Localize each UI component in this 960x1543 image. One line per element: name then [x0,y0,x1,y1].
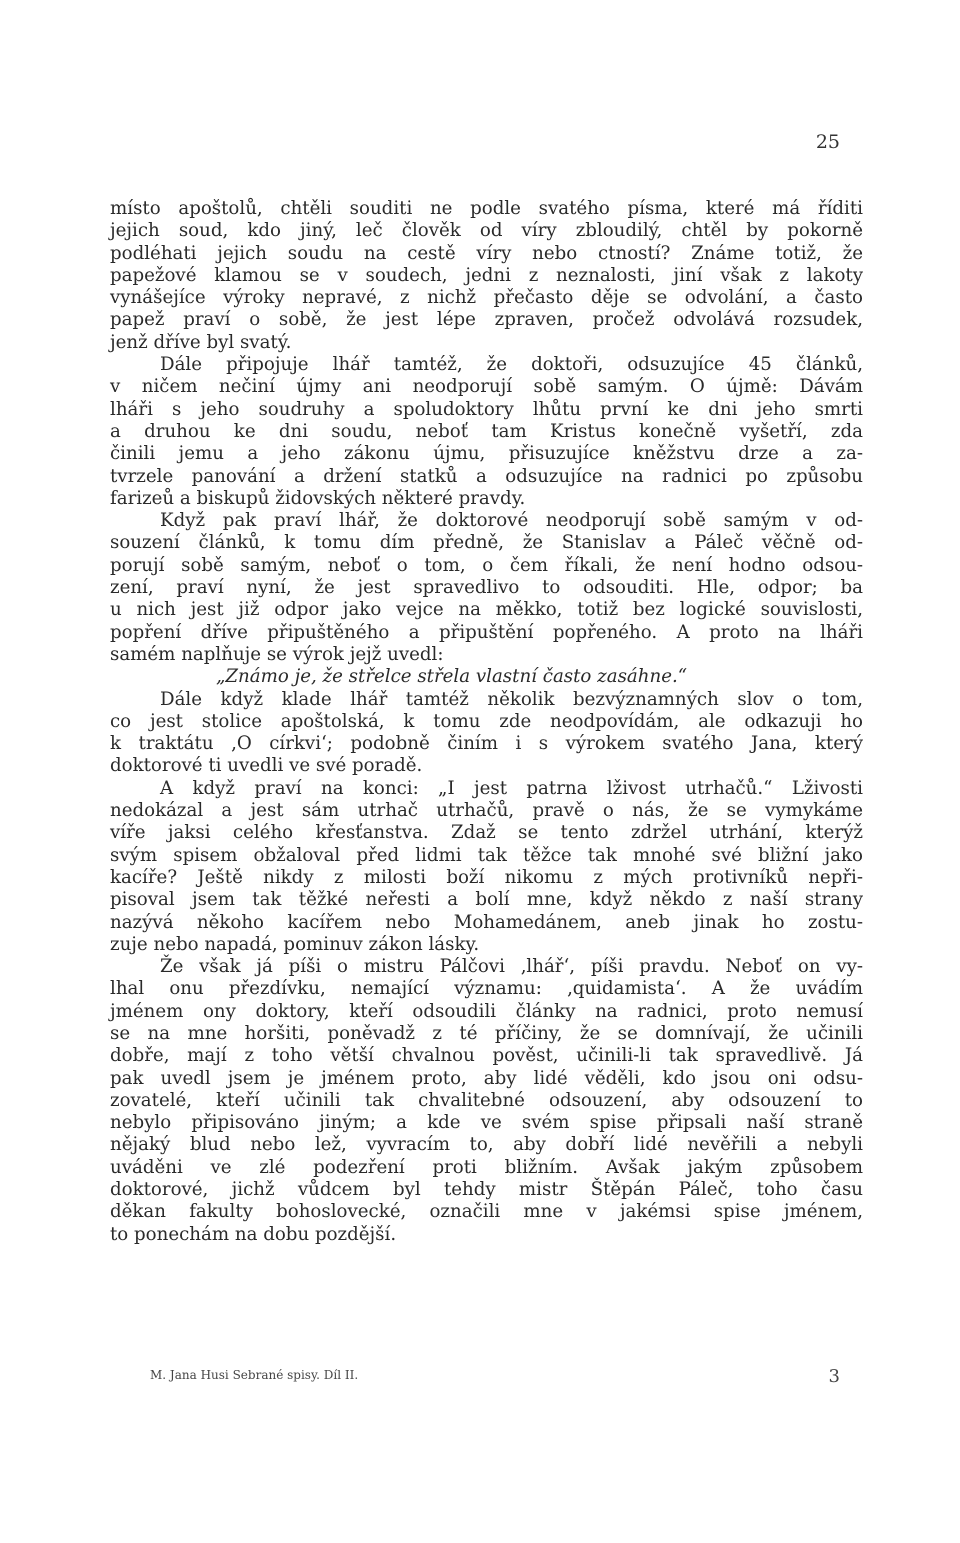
text-line: farizeů a biskupů židovských některé pravdy. [110,487,526,509]
text-line: jenž dříve byl svatý. [110,331,292,353]
footer-source: M. Jana Husi Sebrané spisy. Díl II. [150,1368,359,1382]
text-line: Když pak praví lhář, že doktorové neodporují sobě samým v od- [160,510,863,532]
text-line: místo apoštolů, chtěli souditi ne podle svatého písma, které má říditi [110,198,863,219]
text-line: uváděni ve zlé podezření proti bližním. Avšak jakým způsobem [110,1156,863,1178]
text-line: doktorové ti uvedli ve své poradě. [110,755,423,777]
text-line: nedokázal a jest sám utrhač utrhačů, pravě o nás, že se vymykáme [110,800,863,822]
text-line: se na mne horšiti, poněvadž z té příčiny, že se domnívají, že učinili [110,1022,863,1044]
text-line: víře jaksi celého křesťanstva. Zdaž se tento zdržel utrhání, kterýž [110,822,863,844]
text-line: svým spisem obžaloval před lidmi tak těžce tak mnohé své bližní jako [110,844,863,866]
text-line: podléhati jejich soudu na cestě víry nebo ctností? Známe totiž, že [110,242,863,264]
text-line: co jest stolice apoštolská, k tomu zde neodpovídám, ale odkazuji ho [110,710,863,732]
text-line: pak uvedl jsem je jménem proto, aby lidé věděli, kdo jsou oni odsu- [110,1067,863,1089]
text-line: tvrzele panování a držení statků a odsuzujíce na radnici po způsobu [110,465,863,487]
text-line: samém naplňuje se výrok jejž uvedl: [110,643,444,665]
quote-line: „Známo je, že střelce střela vlastní často zasáhne.“ [216,666,688,688]
text-line: zení, praví nyní, že jest spravedlivo to odsouditi. Hle, odpor; ba [110,577,863,599]
text-line: nebylo připisováno jiným; a kde ve svém spise připsali naší straně [110,1112,863,1134]
text-line: nazývá někoho kacířem nebo Mohamedánem, aneb jinak ho zostu- [110,911,863,933]
text-line: porují sobě samým, neboť o tom, o čem říkali, že není hodno odsou- [110,554,863,576]
text-line: papežové klamou se v soudech, jedni z neznalosti, jiní však z lakoty [110,264,863,286]
text-line: nějaký blud nebo lež, vyvracím to, aby dobří lidé nevěřili a nebyli [110,1134,863,1156]
text-line: děkan fakulty bohoslovecké, označili mne v jakémsi spise jménem, [110,1201,863,1223]
text-line: zuje nebo napadá, pominuv zákon lásky. [110,933,480,955]
page-footer [150,1366,840,1387]
text-line: jménem ony doktory, kteří odsoudili články na radnici, proto nemusí [110,1000,863,1022]
text-line: to ponechám na dobu pozdější. [110,1223,397,1245]
text-line: kacíře? Ještě nikdy z milosti boží nikomu z mých protivníků nepři- [110,866,863,888]
text-line: papež praví o sobě, že jest lépe zpraven, pročež odvolává rozsudek, [110,309,863,331]
text-line: u nich jest již odpor jako vejce na měkko, totiž bez logické souvislosti, [110,599,863,621]
body-text [110,198,863,1246]
text-line: Že však já píši o mistru Pálčovi ‚lhář‘, píši pravdu. Neboť on vy- [160,956,863,978]
text-line: souzení článků, k tomu dím předně, že Stanislav a Páleč věčně od- [110,532,863,554]
text-line: popření dříve připuštěného a připuštění popřeného. A proto na lháři [110,621,863,643]
text-line: v ničem nečiní újmy ani neodporují sobě samým. O újmě: Dávám [110,376,863,398]
text-line: zovatelé, kteří učinili tak chvalitebné odsouzení, aby odsouzení to [110,1089,863,1111]
text-line: k traktátu ‚O církvi‘; podobně činím i s výrokem svatého Jana, který [110,733,863,755]
text-line: doktorové, jichž vůdcem byl tehdy mistr Štěpán Páleč, toho času [110,1179,863,1201]
text-line: Dále připojuje lhář tamtéž, že doktoři, odsuzujíce 45 článků, [160,354,863,376]
footer-signature: 3 [828,1366,840,1387]
text-line: vynášejíce výroky nepravé, z nichž přečasto děje se odvolání, a často [110,287,863,309]
text-line: činili jemu a jeho zákonu újmu, přisuzujíce kněžstvu drze a za- [110,443,863,465]
text-line: pisoval jsem tak těžké neřesti a bolí mne, když někdo z naší strany [110,889,863,911]
text-line: a druhou ke dni soudu, neboť tam Kristus konečně vyšetří, zda [110,420,863,442]
text-line: dobře, mají z toho větší chvalnou pověst, učinili-li tak spravedlivě. Já [110,1045,863,1067]
text-line: Dále když klade lhář tamtéž několik bezvýznamných slov o tom, [160,688,863,710]
page-number: 25 [815,131,840,153]
text-line: jejich soud, kdo jiný, leč člověk od víry zbloudilý, chtěl by pokorně [110,220,863,242]
text-line: lhal onu přezdívku, nemající významu: ‚quidamista‘. A že uvádím [110,978,863,1000]
text-line: A když praví na konci: „I jest patrna lživost utrhačů.“ Lživosti [160,777,863,799]
text-line: lháři s jeho soudruhy a spoludoktory lhůtu první ke dni jeho smrti [110,398,863,420]
